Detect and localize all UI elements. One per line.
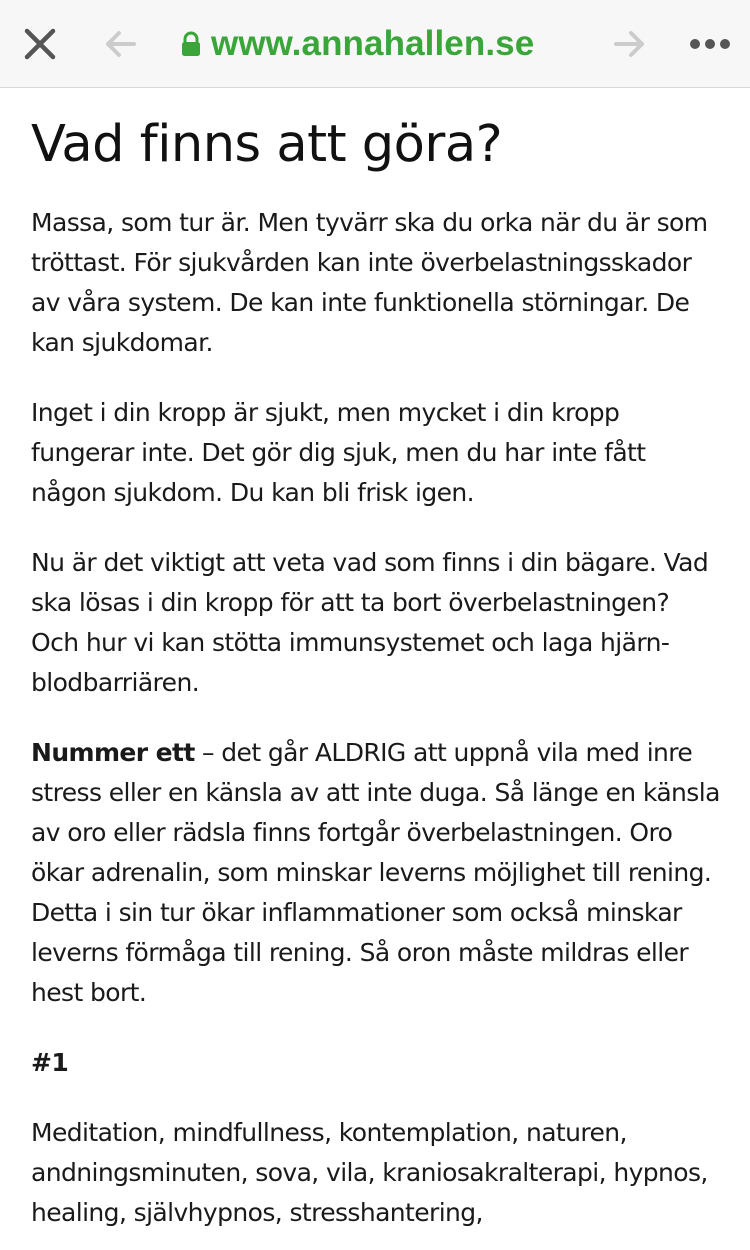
point-one-lead: Nummer ett [31, 738, 195, 767]
close-icon[interactable] [18, 22, 62, 66]
paragraph-point-one [31, 733, 721, 1013]
arrow-left-icon[interactable] [98, 22, 142, 66]
point-one-text: – det går ALDRIG att uppnå vila med inre stress eller en känsla av att inte duga. Så länge en känsla av oro eller rädsla finns fortgår överbelastningen. Oro ökar adrenalin, som minskar leverns möjlighet till rening. Detta i sin tur ökar inflammationer som också minskar leverns förmåga till rening. Så oron måste mildras eller hest bort. [31, 738, 720, 1007]
more-icon[interactable] [688, 22, 732, 66]
paragraph-body: Nu är det viktigt att veta vad som finns i din bägare. Vad ska lösas i din kropp för att ta bort överbelastningen? Och hur vi kan stötta immunsystemet och laga hjärn-blodbarriären. [31, 548, 709, 697]
paragraph-body: Inget i din kropp är sjukt, men mycket i din kropp fungerar inte. Det gör dig sjuk, men du har inte fått någon sjukdom. Du kan bli frisk igen. [31, 398, 646, 507]
section-label-text: #1 [31, 1048, 69, 1077]
browser-toolbar [0, 0, 750, 88]
address-bar[interactable] [180, 22, 580, 66]
url-text: www.annahallen.se [211, 24, 535, 63]
paragraph-intro: Massa, som tur är. Men tyvärr ska du orka när du är som tröttast. För sjukvården kan inte överbelastningsskador av våra system. De kan inte funktionella störningar. De kan sjukdomar. [31, 208, 708, 357]
page-title: Vad finns att göra? [31, 115, 503, 174]
paragraph-list: Meditation, mindfullness, kontemplation, naturen, andningsminuten, sova, vila, kraniosakralterapi, hypnos, healing, självhypnos, stresshantering, [31, 1118, 708, 1227]
article-content [31, 88, 721, 1250]
section-label [31, 1043, 721, 1083]
arrow-right-icon[interactable] [608, 22, 652, 66]
lock-icon [180, 31, 202, 57]
